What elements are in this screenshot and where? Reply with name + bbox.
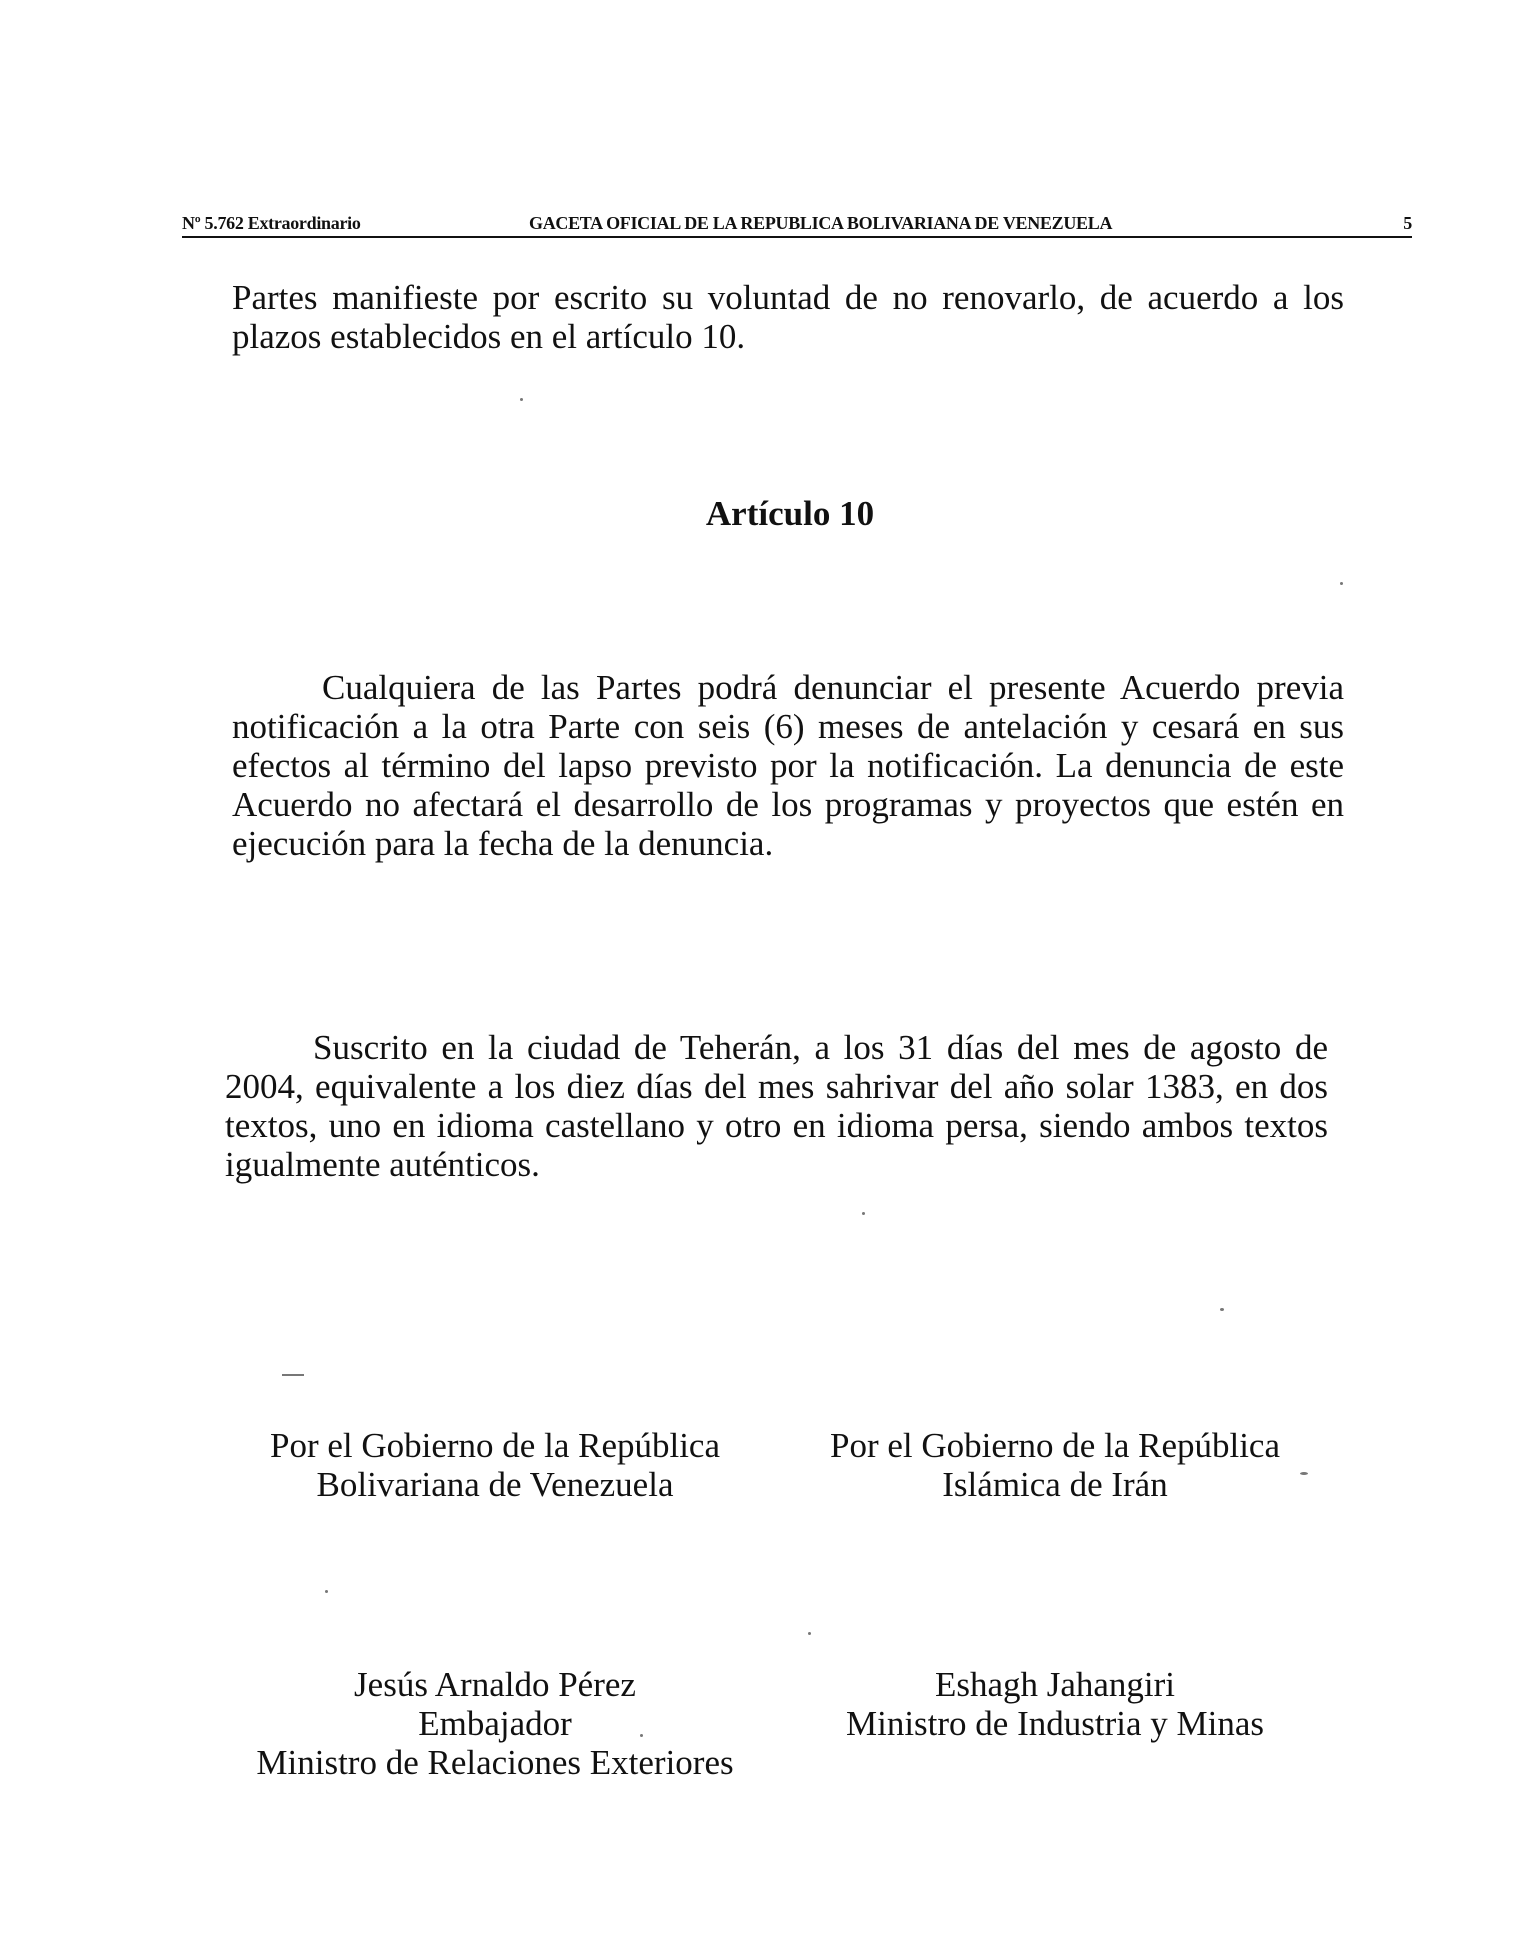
- page-number: 5: [1403, 213, 1412, 233]
- signatory-right-gov-line2: Islámica de Irán: [942, 1465, 1168, 1504]
- scan-speck: [282, 1374, 304, 1376]
- article-heading: Artículo 10: [705, 494, 875, 533]
- scan-speck: [1220, 1308, 1224, 1311]
- signatory-right-title1: Ministro de Industria y Minas: [845, 1704, 1265, 1743]
- signatory-right-gov-line1: Por el Gobierno de la República: [829, 1426, 1280, 1465]
- scan-speck: [862, 1212, 865, 1215]
- scan-speck: [520, 398, 523, 401]
- signatory-left-title1: Embajador: [418, 1704, 572, 1743]
- issue-number: Nº 5.762 Extraordinario: [182, 213, 361, 233]
- signatory-left-block: [230, 1665, 760, 1782]
- article-10-paragraph: Cualquiera de las Partes podrá denunciar el presente Acuerdo previa notificación a la otra Parte con seis (6) meses de antelación y cesará en sus efectos al término del lapso previsto por la notificación. La denuncia de este Acuerdo no afectará el desarrollo de los programas y proyectos que estén en ejecución para la fecha de la denuncia.: [232, 668, 1344, 863]
- signing-paragraph: Suscrito en la ciudad de Teherán, a los 31 días del mes de agosto de 2004, equivalente a los diez días del mes sahrivar del año solar 1383, en dos textos, uno en idioma castellano y otro en idioma persa, siendo ambos textos igualmente auténticos.: [225, 1028, 1328, 1184]
- signatory-right-government: [790, 1426, 1320, 1504]
- scan-speck: [1340, 582, 1343, 585]
- signatory-left-gov-line2: Bolivariana de Venezuela: [316, 1465, 674, 1504]
- signatory-left-gov-line1: Por el Gobierno de la República: [269, 1426, 720, 1465]
- scan-speck: [640, 1734, 643, 1737]
- signatory-left-title2: Ministro de Relaciones Exteriores: [256, 1743, 734, 1782]
- gazette-title: GACETA OFICIAL DE LA REPUBLICA BOLIVARIANA DE VENEZUELA: [529, 213, 1113, 233]
- continuation-paragraph: Partes manifieste por escrito su voluntad de no renovarlo, de acuerdo a los plazos establecidos en el artículo 10.: [232, 278, 1344, 356]
- signatory-right-name: Eshagh Jahangiri: [934, 1665, 1176, 1704]
- page-header: [182, 206, 1412, 238]
- signatory-left-government: [230, 1426, 760, 1504]
- signatory-left-name: Jesús Arnaldo Pérez: [354, 1665, 636, 1704]
- signatory-right-block: [790, 1665, 1320, 1743]
- scan-speck: [808, 1632, 811, 1635]
- scan-speck: [1300, 1472, 1308, 1475]
- scan-speck: [325, 1590, 328, 1593]
